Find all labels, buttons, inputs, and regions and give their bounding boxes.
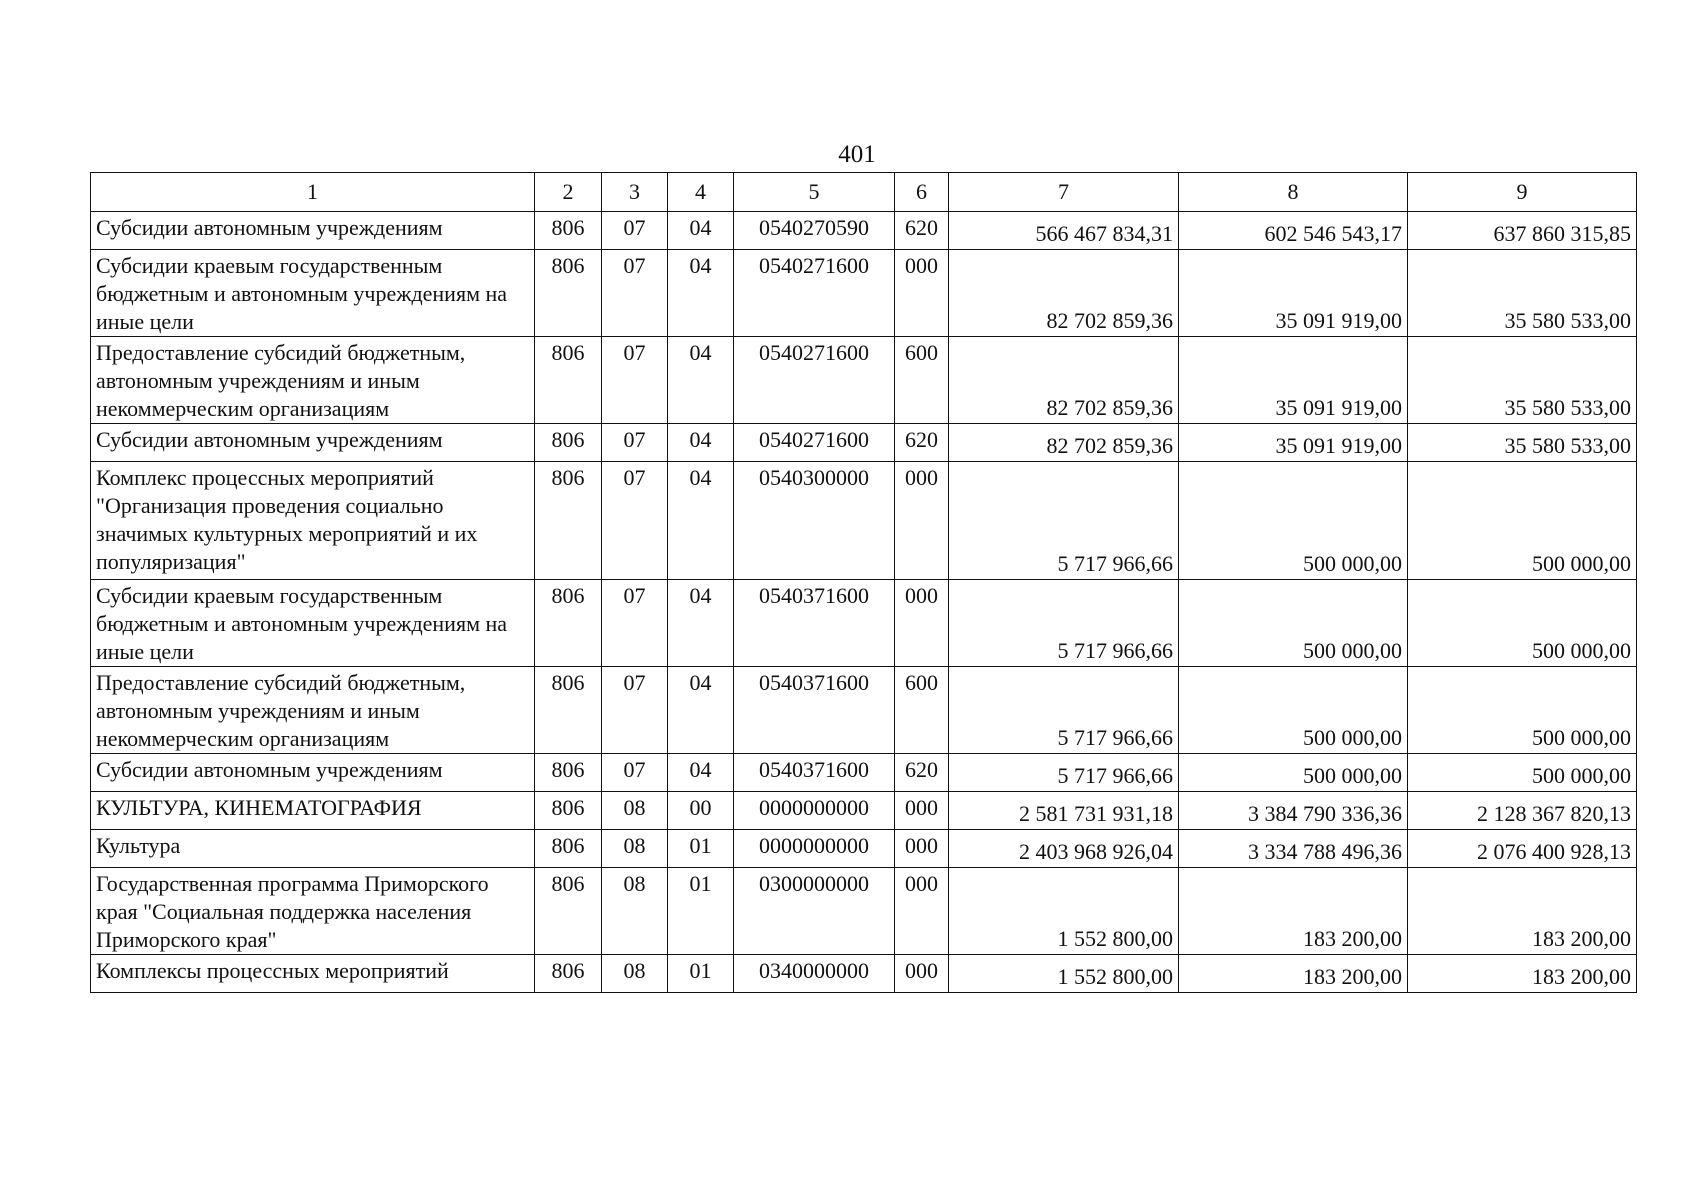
table-row [91, 792, 1637, 830]
cell-col-9: 500 000,00 [1408, 667, 1637, 754]
column-header: 9 [1408, 173, 1637, 212]
cell-col-7: 5 717 966,66 [949, 667, 1179, 754]
cell-col-2: 806 [535, 830, 602, 868]
cell-col-6: 000 [895, 792, 949, 830]
cell-col-8: 35 091 919,00 [1179, 337, 1408, 424]
cell-col-5: 0540371600 [734, 754, 895, 792]
cell-col-4: 04 [668, 754, 734, 792]
table-row [91, 955, 1637, 993]
table-header-row [91, 173, 1637, 212]
cell-col-4: 04 [668, 337, 734, 424]
row-name: КУЛЬТУРА, КИНЕМАТОГРАФИЯ [91, 792, 535, 830]
cell-col-8: 35 091 919,00 [1179, 424, 1408, 462]
cell-col-7: 2 581 731 931,18 [949, 792, 1179, 830]
page-number: 401 [838, 141, 876, 168]
cell-col-6: 600 [895, 337, 949, 424]
cell-col-4: 04 [668, 212, 734, 250]
cell-col-6: 620 [895, 754, 949, 792]
cell-col-6: 620 [895, 212, 949, 250]
table-row [91, 462, 1637, 580]
cell-col-8: 183 200,00 [1179, 955, 1408, 993]
row-name: Комплекс процессных мероприятий "Организация проведения социально значимых культурных мероприятий и их популяризация" [91, 462, 535, 580]
row-name: Государственная программа Приморского края "Социальная поддержка населения Приморского края" [91, 868, 535, 955]
column-header: 2 [535, 173, 602, 212]
cell-col-8: 3 384 790 336,36 [1179, 792, 1408, 830]
cell-col-8: 3 334 788 496,36 [1179, 830, 1408, 868]
table-row [91, 830, 1637, 868]
column-header: 1 [91, 173, 535, 212]
cell-col-8: 500 000,00 [1179, 667, 1408, 754]
cell-col-2: 806 [535, 212, 602, 250]
cell-col-3: 07 [602, 250, 668, 337]
cell-col-2: 806 [535, 337, 602, 424]
cell-col-2: 806 [535, 868, 602, 955]
row-name: Субсидии краевым государственным бюджетным и автономным учреждениям на иные цели [91, 580, 535, 667]
cell-col-9: 35 580 533,00 [1408, 424, 1637, 462]
cell-col-3: 07 [602, 462, 668, 580]
cell-col-7: 1 552 800,00 [949, 868, 1179, 955]
cell-col-3: 07 [602, 754, 668, 792]
cell-col-4: 04 [668, 250, 734, 337]
cell-col-2: 806 [535, 250, 602, 337]
cell-col-5: 0000000000 [734, 792, 895, 830]
cell-col-5: 0300000000 [734, 868, 895, 955]
cell-col-3: 07 [602, 667, 668, 754]
cell-col-4: 01 [668, 868, 734, 955]
row-name: Субсидии автономным учреждениям [91, 424, 535, 462]
cell-col-3: 08 [602, 868, 668, 955]
cell-col-4: 01 [668, 955, 734, 993]
cell-col-2: 806 [535, 424, 602, 462]
column-header: 6 [895, 173, 949, 212]
cell-col-9: 35 580 533,00 [1408, 250, 1637, 337]
table-row [91, 754, 1637, 792]
row-name: Субсидии автономным учреждениям [91, 754, 535, 792]
cell-col-9: 500 000,00 [1408, 462, 1637, 580]
cell-col-9: 637 860 315,85 [1408, 212, 1637, 250]
budget-table [90, 172, 1637, 993]
cell-col-7: 2 403 968 926,04 [949, 830, 1179, 868]
cell-col-8: 35 091 919,00 [1179, 250, 1408, 337]
cell-col-6: 600 [895, 667, 949, 754]
cell-col-9: 2 128 367 820,13 [1408, 792, 1637, 830]
cell-col-6: 000 [895, 955, 949, 993]
cell-col-5: 0540271600 [734, 424, 895, 462]
cell-col-4: 04 [668, 462, 734, 580]
column-header: 5 [734, 173, 895, 212]
cell-col-9: 183 200,00 [1408, 868, 1637, 955]
cell-col-8: 602 546 543,17 [1179, 212, 1408, 250]
cell-col-5: 0540371600 [734, 667, 895, 754]
cell-col-2: 806 [535, 955, 602, 993]
column-header: 4 [668, 173, 734, 212]
cell-col-3: 08 [602, 830, 668, 868]
cell-col-2: 806 [535, 792, 602, 830]
cell-col-6: 000 [895, 868, 949, 955]
cell-col-4: 04 [668, 580, 734, 667]
cell-col-8: 500 000,00 [1179, 580, 1408, 667]
row-name: Комплексы процессных мероприятий [91, 955, 535, 993]
column-header: 7 [949, 173, 1179, 212]
cell-col-3: 08 [602, 792, 668, 830]
cell-col-3: 07 [602, 424, 668, 462]
cell-col-4: 00 [668, 792, 734, 830]
cell-col-7: 5 717 966,66 [949, 754, 1179, 792]
cell-col-6: 000 [895, 462, 949, 580]
cell-col-6: 620 [895, 424, 949, 462]
cell-col-2: 806 [535, 580, 602, 667]
column-header: 8 [1179, 173, 1408, 212]
cell-col-9: 500 000,00 [1408, 580, 1637, 667]
row-name: Предоставление субсидий бюджетным, автономным учреждениям и иным некоммерческим организациям [91, 337, 535, 424]
cell-col-8: 500 000,00 [1179, 462, 1408, 580]
cell-col-5: 0540271600 [734, 337, 895, 424]
cell-col-8: 500 000,00 [1179, 754, 1408, 792]
cell-col-2: 806 [535, 462, 602, 580]
table-row [91, 667, 1637, 754]
cell-col-7: 82 702 859,36 [949, 424, 1179, 462]
cell-col-5: 0340000000 [734, 955, 895, 993]
cell-col-2: 806 [535, 754, 602, 792]
cell-col-5: 0540270590 [734, 212, 895, 250]
table-row [91, 868, 1637, 955]
cell-col-3: 08 [602, 955, 668, 993]
cell-col-7: 1 552 800,00 [949, 955, 1179, 993]
cell-col-9: 500 000,00 [1408, 754, 1637, 792]
cell-col-7: 5 717 966,66 [949, 580, 1179, 667]
cell-col-7: 82 702 859,36 [949, 337, 1179, 424]
table-row [91, 337, 1637, 424]
cell-col-5: 0540271600 [734, 250, 895, 337]
cell-col-7: 5 717 966,66 [949, 462, 1179, 580]
cell-col-8: 183 200,00 [1179, 868, 1408, 955]
cell-col-6: 000 [895, 580, 949, 667]
table-row [91, 580, 1637, 667]
row-name: Субсидии краевым государственным бюджетным и автономным учреждениям на иные цели [91, 250, 535, 337]
cell-col-7: 82 702 859,36 [949, 250, 1179, 337]
row-name: Субсидии автономным учреждениям [91, 212, 535, 250]
cell-col-7: 566 467 834,31 [949, 212, 1179, 250]
table-row [91, 424, 1637, 462]
row-name: Культура [91, 830, 535, 868]
table-row [91, 212, 1637, 250]
column-header: 3 [602, 173, 668, 212]
cell-col-5: 0540300000 [734, 462, 895, 580]
cell-col-6: 000 [895, 250, 949, 337]
table-row [91, 250, 1637, 337]
cell-col-3: 07 [602, 337, 668, 424]
cell-col-6: 000 [895, 830, 949, 868]
cell-col-5: 0000000000 [734, 830, 895, 868]
cell-col-4: 01 [668, 830, 734, 868]
cell-col-4: 04 [668, 424, 734, 462]
cell-col-2: 806 [535, 667, 602, 754]
cell-col-3: 07 [602, 212, 668, 250]
row-name: Предоставление субсидий бюджетным, автономным учреждениям и иным некоммерческим организациям [91, 667, 535, 754]
cell-col-4: 04 [668, 667, 734, 754]
cell-col-5: 0540371600 [734, 580, 895, 667]
cell-col-9: 2 076 400 928,13 [1408, 830, 1637, 868]
cell-col-3: 07 [602, 580, 668, 667]
cell-col-9: 35 580 533,00 [1408, 337, 1637, 424]
cell-col-9: 183 200,00 [1408, 955, 1637, 993]
